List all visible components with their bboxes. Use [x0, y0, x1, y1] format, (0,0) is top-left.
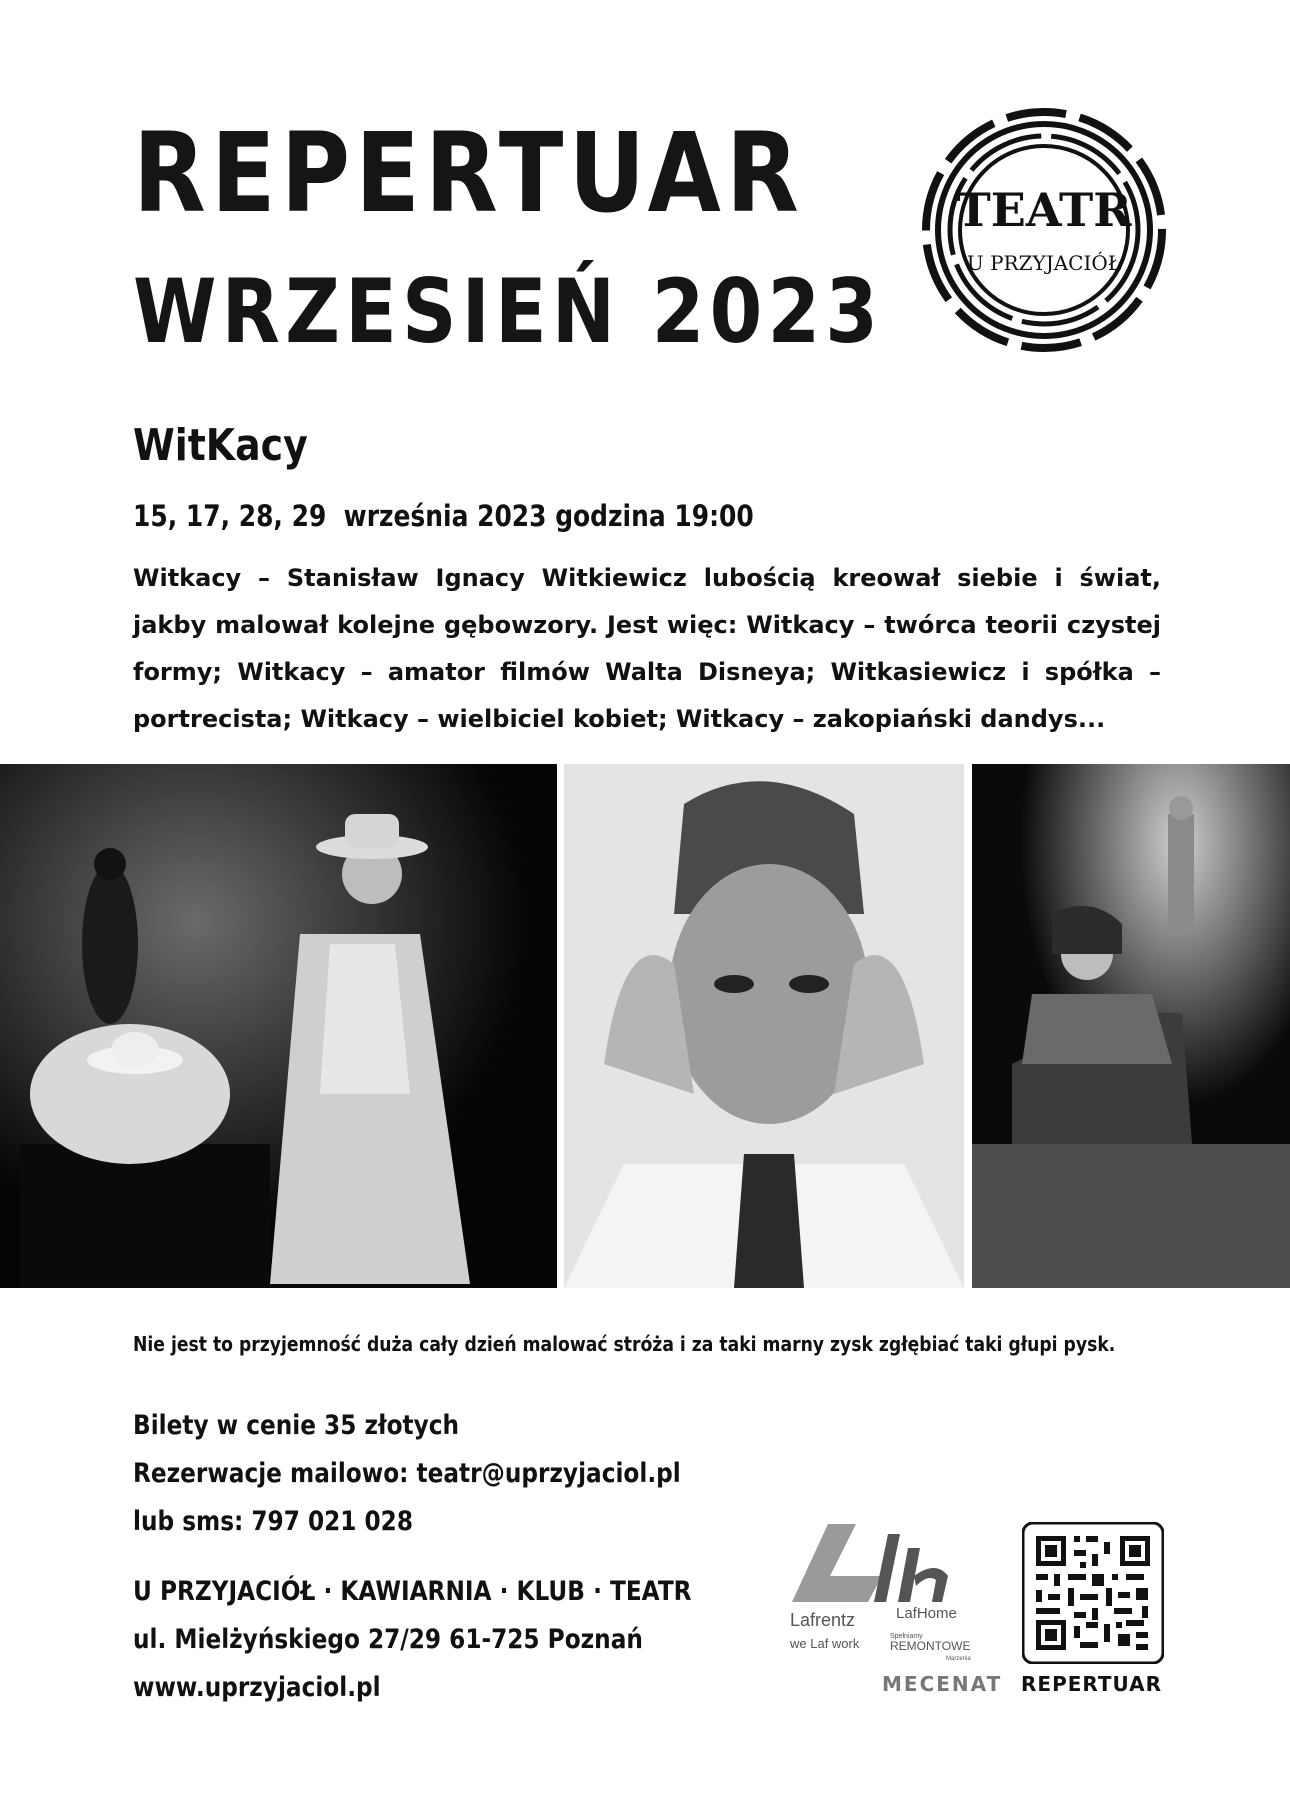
- ticket-info: [133, 1402, 681, 1546]
- ticket-price: Bilety w cenie 35 złotych: [133, 1410, 460, 1441]
- sponsor-brand1: Lafrentz: [790, 1610, 856, 1630]
- play-dates: 15, 17, 28, 29 września 2023 godzina 19:00: [133, 499, 754, 533]
- photo-strip: [0, 764, 1290, 1288]
- play-description: Witkacy – Stanisław Ignacy Witkiewicz lubością kreował siebie i świat, jakby malował kolejne gębowzory. Jest więc: Witkacy – twórca teorii czystej formy; Witkacy – amator filmów Walta Disneya; Witkasiewicz i spółka – portrecista; Witkacy – wielbiciel kobiet; Witkacy – zakopiański dandys...: [133, 564, 1161, 733]
- venue-address: ul. Mielżyńskiego 27/29 61-725 Poznań: [133, 1624, 643, 1655]
- venue-info: [133, 1568, 692, 1712]
- reservation-sms: lub sms: 797 021 028: [133, 1506, 413, 1537]
- venue-website[interactable]: www.uprzyjaciol.pl: [133, 1672, 381, 1703]
- logo-sub-text: U PRZYJACIÓŁ: [966, 251, 1122, 275]
- sponsor-label: MECENAT: [882, 1672, 1003, 1696]
- sponsor-brand2: LafHome: [896, 1605, 957, 1622]
- photo-woman-on-sofa: [972, 764, 1290, 1288]
- sponsor-tagline1: we Laf work: [790, 1636, 860, 1651]
- quote: Nie jest to przyjemność duża cały dzień malować stróża i za taki marny zysk zgłębiać taki głupi pysk.: [133, 1332, 1116, 1356]
- poster-title: REPERTUAR: [133, 109, 804, 237]
- photo-man-portrait: [564, 764, 964, 1288]
- poster-subtitle: WRZESIEŃ 2023: [133, 260, 884, 363]
- qr-label: REPERTUAR: [1021, 1672, 1163, 1696]
- sponsor-tagline4: Marzenia: [946, 1656, 971, 1662]
- venue-name: U PRZYJACIÓŁ · KAWIARNIA · KLUB · TEATR: [133, 1576, 692, 1607]
- reservation-email[interactable]: Rezerwacje mailowo: teatr@uprzyjaciol.pl: [133, 1458, 681, 1489]
- teatr-logo: [922, 108, 1166, 352]
- sponsor-logo: [786, 1524, 991, 1682]
- play-title: WitKacy: [133, 420, 308, 471]
- photo-man-in-trenchcoat: [0, 764, 557, 1288]
- sponsor-tagline3: REMONTOWE: [890, 1639, 971, 1653]
- logo-main-text: TEATR: [956, 183, 1132, 237]
- sponsor-tagline2: Spełniamy: [890, 1633, 923, 1640]
- repertuar-qr-code[interactable]: [1022, 1522, 1164, 1664]
